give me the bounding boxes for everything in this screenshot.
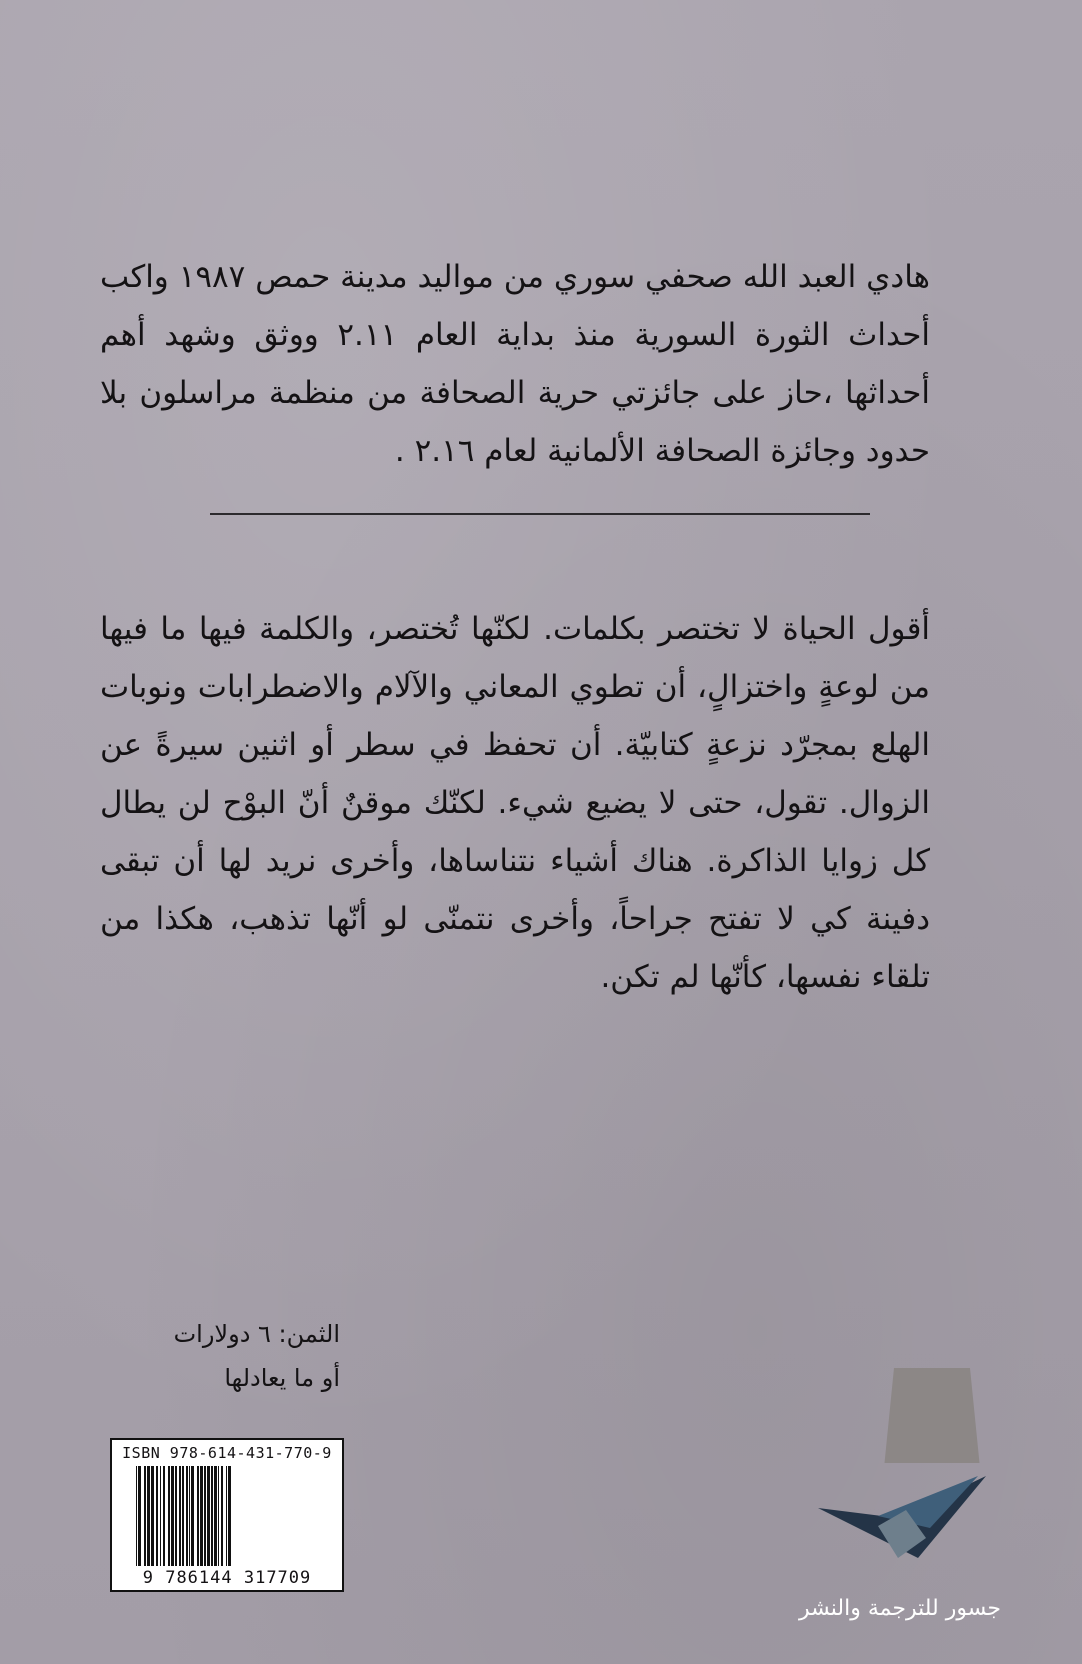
barcode-bar	[151, 1466, 154, 1566]
barcode-bar	[204, 1466, 206, 1566]
price-line: الثمن: ٦ دولارات	[173, 1320, 340, 1348]
section-divider	[210, 513, 870, 515]
barcode-bar	[218, 1466, 219, 1566]
barcode-bar	[226, 1466, 227, 1566]
barcode-bar	[179, 1466, 181, 1566]
barcode-bar	[175, 1466, 177, 1566]
barcode-bar	[228, 1466, 231, 1566]
book-blurb: أقول الحياة لا تختصر بكلمات. لكنّها تُختصر، والكلمة فيها ما فيها من لوعةٍ واختزالٍ، أن تطوي المعاني والآلام والاضطرابات ونوبات الهلع بمجرّد نزعةٍ كتابيّة. أن تحفظ في سطر أو اثنين سيرةً عن الزوال. تقول، حتى لا يضيع شيء. لكنّك موقنٌ أنّ البوْح لن يطال كل زوايا الذاكرة. هناك أشياء نتناساها، وأخرى نريد لها أن تبقى دفينة كي لا تفتح جراحاً، وأخرى نتمنّى لو أنّها تذهب، هكذا من تلقاء نفسها، كأنّها لم تكن.	[100, 611, 930, 995]
barcode-bar	[156, 1466, 158, 1566]
barcode-bar	[144, 1466, 146, 1566]
barcode-bar	[221, 1466, 223, 1566]
barcode-bar	[211, 1466, 213, 1566]
barcode-bar	[168, 1466, 170, 1566]
barcode-bar	[182, 1466, 184, 1566]
price-info	[100, 1312, 340, 1400]
barcode-bar	[207, 1466, 210, 1566]
barcode-bar	[138, 1466, 141, 1566]
barcode-bar	[191, 1466, 194, 1566]
publisher-name: جسور للترجمة والنشر	[799, 1596, 1001, 1621]
price-equivalent-line: أو ما يعادلها	[224, 1364, 340, 1392]
barcode-bar	[147, 1466, 150, 1566]
logo-gray-sail	[885, 1368, 980, 1463]
isbn-label: ISBN 978-614-431-770-9	[122, 1444, 332, 1462]
barcode-bar	[186, 1466, 188, 1566]
barcode-bar	[160, 1466, 161, 1566]
isbn-barcode	[110, 1438, 344, 1592]
barcode-bar	[189, 1466, 190, 1566]
barcode-bar	[136, 1466, 137, 1566]
barcode-bar	[200, 1466, 203, 1566]
barcode-digits: 9 786144 317709	[112, 1568, 342, 1588]
barcode-bar	[171, 1466, 174, 1566]
publisher-logo-icon	[818, 1368, 986, 1590]
barcode-bar	[163, 1466, 165, 1566]
barcode-bar	[214, 1466, 217, 1566]
author-bio: هادي العبد الله صحفي سوري من مواليد مدينة حمص ١٩٨٧ واكب أحداث الثورة السورية منذ بداية العام ٢.١١ ووثق وشهد أهم أحداثها ،حاز على جائزتي حرية الصحافة من منظمة مراسلون بلا حدود وجائزة الصحافة الألمانية لعام ٢.١٦ .	[100, 259, 930, 469]
barcode-bar	[197, 1466, 199, 1566]
barcode-bars	[134, 1466, 330, 1566]
